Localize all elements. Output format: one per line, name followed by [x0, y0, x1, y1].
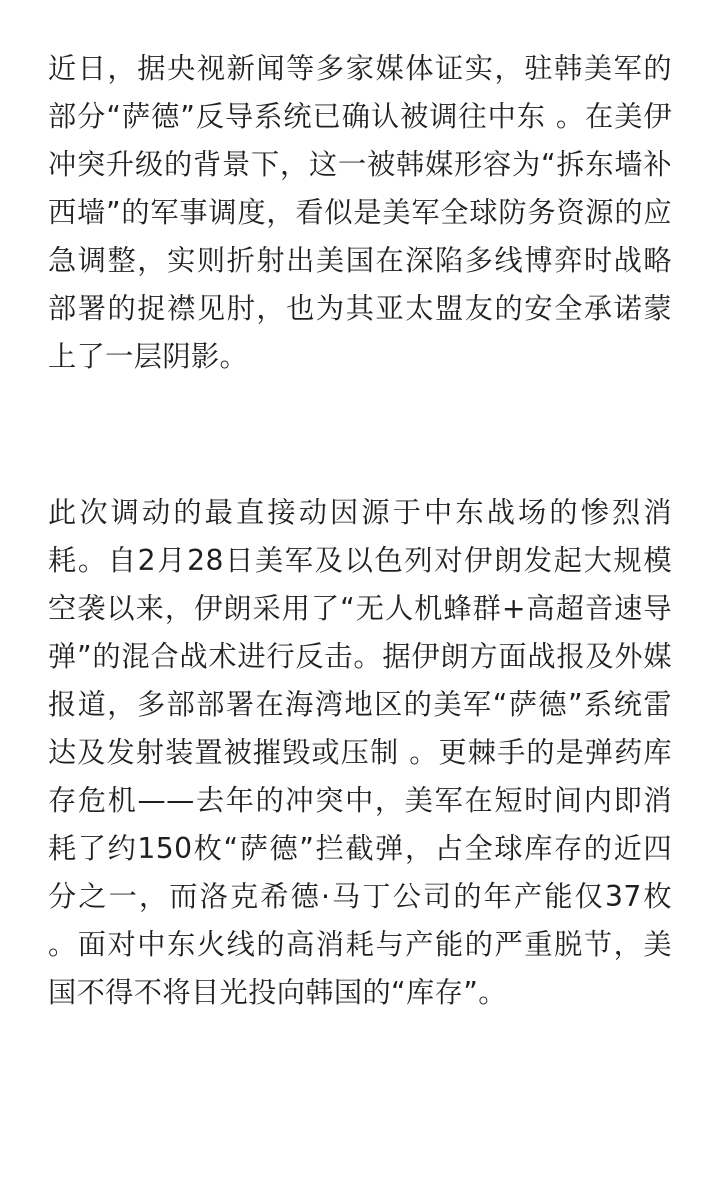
article-paragraph: 此次调动的最直接动因源于中东战场的惨烈消耗。自2月28日美军及以色列对伊朗发起大规模空袭以来，伊朗采用了“无人机蜂群+高超音速导弹”的混合战术进行反击。据伊朗方面战报及外媒报道，多部部署在海湾地区的美军“萨德”系统雷达及发射装置被摧毁或压制 。更棘手的是弹药库存危机——去年的冲突中，美军在短时间内即消耗了约150枚“萨德”拦截弹，占全球库存的近四分之一，而洛克希德·马丁公司的年产能仅37枚 。面对中东火线的高消耗与产能的严重脱节，美国不得不将目光投向韩国的“库存”。: [48, 496, 672, 1009]
article-paragraph: 近日，据央视新闻等多家媒体证实，驻韩美军的部分“萨德”反导系统已确认被调往中东 。在美伊冲突升级的背景下，这一被韩媒形容为“拆东墙补西墙”的军事调度，看似是美军全球防务资源的应急调整，实则折射出美国在深陷多线博弈时战略部署的捉襟见肘，也为其亚太盟友的安全承诺蒙上了一层阴影。: [48, 52, 672, 373]
article-body: [48, 0, 672, 1017]
